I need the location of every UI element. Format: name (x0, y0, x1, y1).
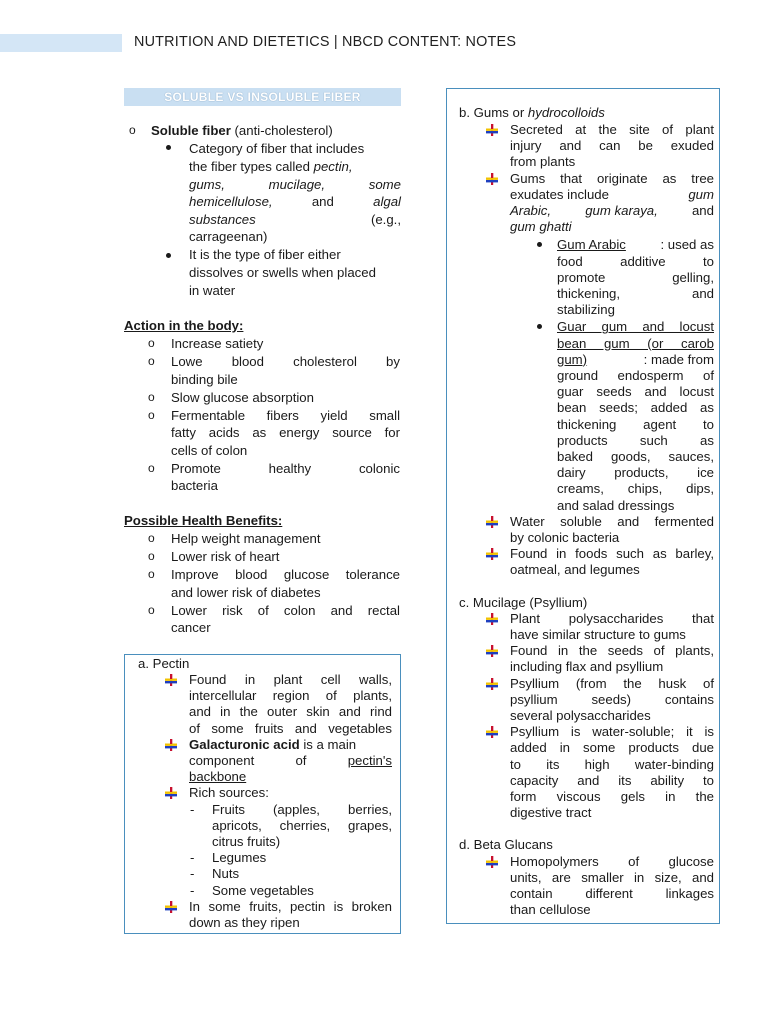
text-line: down as they ripen (189, 915, 300, 930)
text-span: component (189, 753, 255, 768)
text-line: binding bile (171, 371, 238, 387)
text-line: fatty acids as energy source for (171, 425, 400, 440)
text-span: hemicellulose, (189, 194, 273, 209)
cross-bullet-icon (486, 856, 498, 868)
text-line: Lower risk of colon and rectal (171, 602, 400, 618)
cross-bullet-icon (165, 739, 177, 751)
text-line: Lowe blood cholesterol by (171, 354, 400, 369)
pectin-item2-line3: backbone (189, 769, 247, 785)
text-line: from plants (510, 154, 576, 170)
cross-bullet-icon (486, 613, 498, 625)
benefits-heading: Possible Health Benefits: (124, 513, 283, 528)
text-line: Improve blood glucose tolerance (171, 567, 400, 582)
list-marker: o (129, 123, 136, 137)
gums-title (459, 104, 605, 122)
text-line: capacity and its ability to (510, 772, 714, 788)
text-span: b. Gums or (459, 105, 528, 120)
text-line: injury and can be exuded (510, 138, 714, 154)
text-span: gum (688, 186, 714, 202)
list-marker: o (148, 354, 155, 368)
guar-title-line1: Guar gum and locust (557, 319, 714, 335)
text-line: Psyllium (from the husk of (510, 675, 714, 691)
text-line: several polysaccharides (510, 708, 651, 723)
text-line: digestive tract (510, 805, 592, 821)
text-line: bacteria (171, 478, 218, 493)
text-span: : used as (660, 237, 714, 253)
cross-bullet-icon (486, 516, 498, 528)
list-marker: o (148, 549, 155, 563)
text-span: Galacturonic acid (189, 736, 300, 752)
text-span: the fiber types called (189, 159, 310, 174)
list-marker: o (148, 407, 155, 422)
text-line: Legumes (212, 850, 267, 866)
text-line: Increase satiety (171, 336, 264, 351)
guar-line: thickening agent to (557, 416, 714, 432)
pectin-item2-line2 (189, 752, 392, 770)
guar-title-line2: bean gum (or carob (557, 335, 714, 351)
text-span: hydrocolloids (527, 105, 605, 120)
gums-item2-line4: gum ghatti (510, 219, 572, 235)
text-line: than cellulose (510, 902, 591, 918)
dash-marker: - (190, 801, 195, 817)
guar-line: and salad dressings (557, 497, 675, 513)
gum-arabic-line: stabilizing (557, 302, 615, 318)
soluble-bullet1-line1: Category of fiber that includes (189, 141, 365, 156)
text-span: pectin, (313, 159, 353, 174)
section-title: SOLUBLE VS INSOLUBLE FIBER (124, 88, 401, 106)
text-line: Some vegetables (212, 882, 314, 898)
text-line: including flax and psyllium (510, 659, 664, 675)
cross-bullet-icon (486, 124, 498, 136)
text-span: (e.g., (370, 212, 401, 227)
text-span: and (691, 203, 714, 218)
guar-line: ground endosperm of (557, 368, 714, 383)
text-span: gums, (189, 177, 225, 192)
text-line: Fruits (apples, berries, (212, 801, 392, 817)
text-line: Plant polysaccharides that (510, 610, 714, 626)
text-span: of (295, 753, 307, 768)
text-line: Help weight management (171, 531, 321, 546)
text-line: of some fruits and vegetables (189, 720, 392, 736)
dash-marker: - (190, 850, 195, 866)
text-span: substances (189, 212, 256, 227)
text-line: In some fruits, pectin is broken (189, 898, 392, 914)
pectin-item2-line1 (189, 736, 356, 754)
gum-arabic-line1 (557, 236, 714, 254)
soluble-bullet1-line4 (189, 193, 401, 211)
cross-bullet-icon (165, 901, 177, 913)
gums-item2-line1: Gums that originate as tree (510, 170, 714, 186)
text-line: to its high water-binding (510, 756, 714, 772)
text-line: psyllium seeds) contains (510, 691, 714, 707)
text-span: and (311, 194, 334, 209)
gum-arabic-line: thickening, and (557, 286, 714, 301)
text-span: gum) (557, 351, 588, 367)
soluble-bullet1-line5 (189, 211, 401, 229)
text-line: Found in plant cell walls, (189, 672, 392, 687)
bullet-dot (166, 253, 171, 258)
cross-bullet-icon (486, 678, 498, 690)
guar-line: creams, chips, dips, (557, 481, 714, 497)
guar-line: products such as (557, 432, 714, 448)
text-line: Promote healthy colonic (171, 460, 400, 476)
list-marker: o (148, 531, 155, 545)
soluble-fiber-suffix: (anti-cholesterol) (230, 123, 333, 138)
soluble-bullet2-line2: dissolves or swells when placed (189, 265, 376, 280)
guar-line: dairy products, ice (557, 465, 714, 481)
text-span: some (368, 177, 401, 192)
text-line: apricots, cherries, grapes, (212, 817, 392, 833)
text-line: have similar structure to gums (510, 627, 686, 642)
beta-title: d. Beta Glucans (459, 837, 553, 853)
dash-marker: - (190, 882, 195, 898)
text-line: by colonic bacteria (510, 530, 620, 545)
text-span: exudates include (510, 186, 609, 202)
gums-item2-line2 (510, 186, 714, 204)
guar-line: bean seeds; added as (557, 400, 714, 416)
cross-bullet-icon (486, 173, 498, 185)
gum-arabic-line: promote gelling, (557, 269, 714, 285)
cross-bullet-icon (165, 674, 177, 686)
dash-marker: - (190, 866, 195, 882)
text-span: is a main (299, 736, 357, 752)
text-span: gum karaya, (585, 203, 658, 218)
header-accent-bar (0, 34, 122, 52)
text-line: and lower risk of diabetes (171, 584, 321, 600)
soluble-bullet1-line6: carrageenan) (189, 229, 268, 244)
guar-line: baked goods, sauces, (557, 449, 714, 464)
mucilage-title: c. Mucilage (Psyllium) (459, 594, 588, 610)
text-line: units, are smaller in size, and (510, 869, 714, 885)
text-line: Water soluble and fermented (510, 513, 714, 529)
guar-line: guar seeds and locust (557, 384, 714, 400)
text-line: Secreted at the site of plant (510, 122, 714, 137)
page-header-title: NUTRITION AND DIETETICS | NBCD CONTENT: NOTES (134, 34, 517, 50)
soluble-fiber-label: Soluble fiber (151, 123, 231, 138)
cross-bullet-icon (486, 645, 498, 657)
text-line: Lower risk of heart (171, 549, 280, 564)
list-marker: o (148, 602, 155, 617)
text-span: mucilage, (268, 177, 326, 192)
list-marker: o (148, 460, 155, 475)
text-line: cells of colon (171, 442, 248, 458)
list-marker: o (148, 567, 155, 581)
text-span: algal (373, 194, 401, 209)
soluble-bullet1-line2 (189, 158, 401, 176)
list-marker: o (148, 336, 155, 350)
text-line: Nuts (212, 866, 240, 882)
text-span (557, 236, 626, 254)
text-line: Found in the seeds of plants, (510, 643, 714, 659)
text-span: pectin's (347, 753, 392, 768)
text-line: citrus fruits) (212, 834, 281, 849)
gum-arabic-line: food additive to (557, 253, 714, 269)
soluble-bullet1-line3 (189, 176, 401, 194)
text-line: Found in foods such as barley, (510, 546, 714, 562)
pectin-item3: Rich sources: (189, 785, 269, 801)
text-line: Homopolymers of glucose (510, 853, 714, 869)
soluble-fiber-heading (151, 122, 333, 140)
cross-bullet-icon (486, 726, 498, 738)
text-span: : made from (643, 351, 714, 367)
pectin-title: a. Pectin (138, 656, 190, 671)
gums-item2-line3 (510, 202, 714, 220)
text-line: cancer (171, 620, 211, 635)
text-line: added in some products due (510, 740, 714, 756)
text-line: Fermentable fibers yield small (171, 407, 400, 423)
text-span: Gum Arabic (557, 237, 626, 253)
text-line: Psyllium is water-soluble; it is (510, 724, 714, 740)
list-marker: o (148, 389, 155, 404)
text-line: and in the outer skin and rind (189, 704, 392, 720)
text-line: oatmeal, and legumes (510, 562, 640, 578)
text-span: Arabic, (510, 203, 552, 218)
bullet-dot (166, 145, 171, 150)
cross-bullet-icon (165, 787, 177, 799)
text-line: intercellular region of plants, (189, 688, 392, 704)
action-heading: Action in the body: (124, 318, 244, 333)
text-line: Slow glucose absorption (171, 389, 314, 405)
cross-bullet-icon (486, 548, 498, 560)
soluble-bullet2-line1: It is the type of fiber either (189, 247, 341, 262)
soluble-bullet2-line3: in water (189, 283, 236, 298)
text-line: contain different linkages (510, 886, 714, 901)
guar-line3 (557, 351, 714, 369)
text-line: form viscous gels in the (510, 789, 714, 804)
